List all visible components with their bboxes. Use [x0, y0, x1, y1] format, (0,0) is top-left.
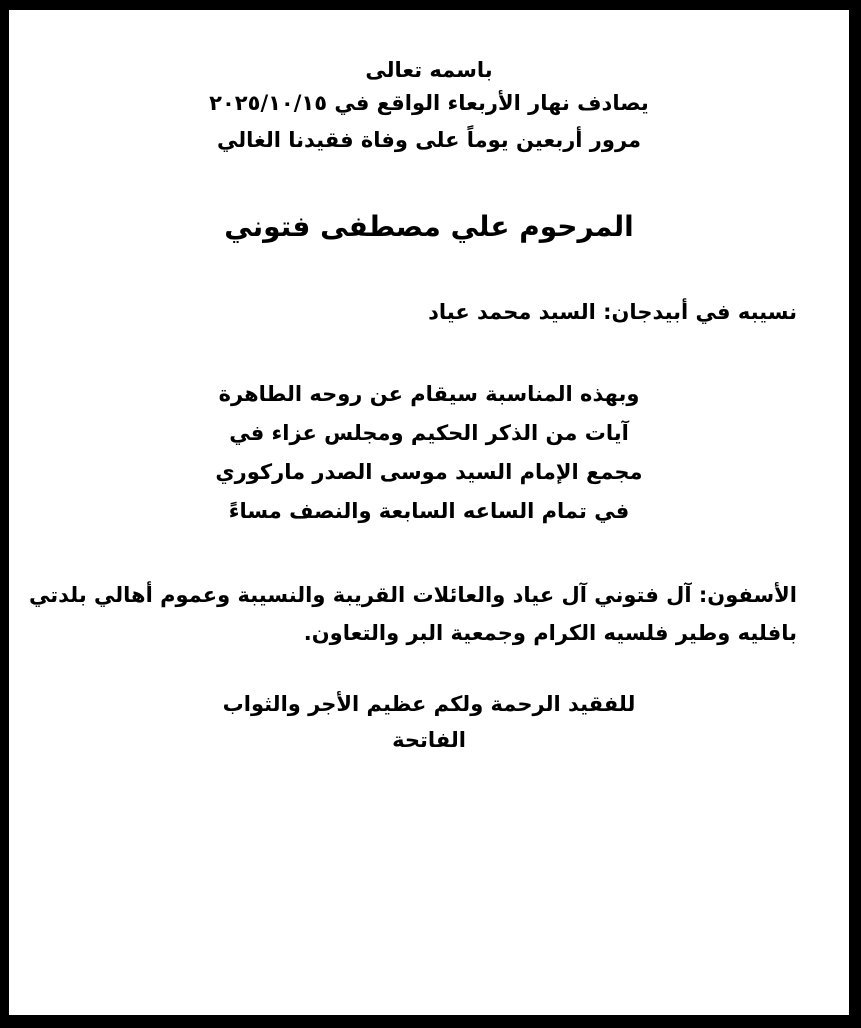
mourners-paragraph — [29, 576, 797, 652]
date-line: يصادف نهار الأربعاء الواقع في ٢٠٢٥/١٠/١٥ — [209, 91, 649, 115]
mourners-line: بافليه وطير فلسيه الكرام وجمعية البر والتعاون. — [303, 621, 797, 645]
ceremony-line: في تمام الساعه السابعة والنصف مساءً — [228, 499, 630, 523]
deceased-name: المرحوم علي مصطفى فتوني — [224, 210, 634, 243]
closing-line: للفقيد الرحمة ولكم عظيم الأجر والثواب — [222, 692, 636, 716]
ceremony-line: وبهذه المناسبة سيقام عن روحه الطاهرة — [218, 382, 640, 406]
ceremony-line: مجمع الإمام السيد موسى الصدر ماركوري — [215, 460, 643, 484]
mourners-line: الأسفون: آل فتوني آل عياد والعائلات القريبة والنسيبة وعموم أهالي بلدتي — [29, 583, 797, 607]
fatiha-line: الفاتحة — [392, 728, 466, 752]
condolence-notice — [9, 10, 849, 1015]
invocation-heading: باسمه تعالى — [365, 58, 493, 82]
relative-line: نسيبه في أبيدجان: السيد محمد عياد — [428, 300, 797, 324]
ceremony-line: آيات من الذكر الحكيم ومجلس عزاء في — [229, 421, 629, 445]
occasion-line: مرور أربعين يوماً على وفاة فقيدنا الغالي — [216, 128, 642, 152]
closing-paragraph — [9, 686, 849, 758]
ceremony-paragraph — [9, 375, 849, 531]
